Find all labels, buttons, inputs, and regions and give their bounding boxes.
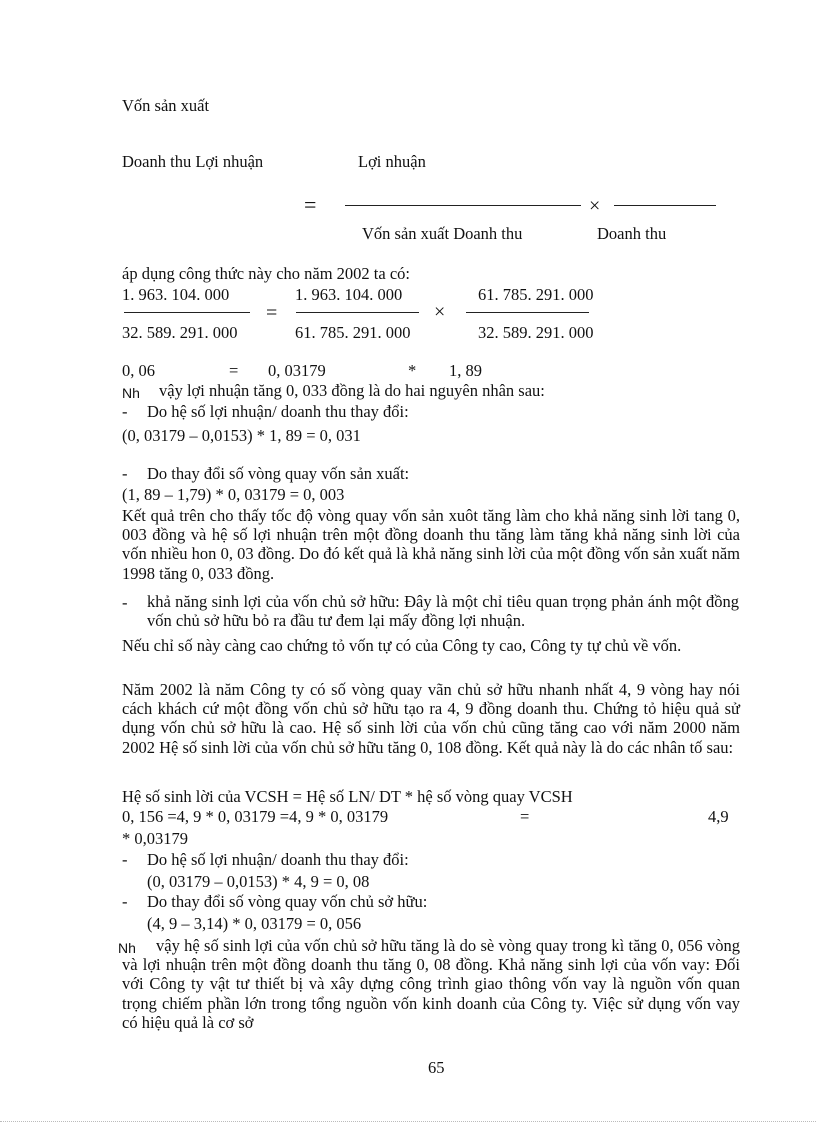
calc-vcsh-a: 0, 156 =4, 9 * 0, 03179 =4, 9 * 0, 03179 (122, 807, 389, 826)
bullet-dash-2: - (122, 464, 128, 483)
applied-den3: 32. 589. 291. 000 (478, 323, 594, 342)
nh-prefix-2: Nh (118, 940, 136, 956)
formula-equals-sign: = (304, 192, 317, 217)
formula-numerator-mid: Lợi nhuận (358, 152, 426, 171)
applied-result-mid: 0, 03179 (268, 361, 326, 380)
formula-fraction-line (345, 205, 581, 206)
applied-num3: 61. 785. 291. 000 (478, 285, 594, 304)
paragraph-equity: Nếu chỉ số này càng cao chứng tỏ vốn tự có của Công ty cao, Công ty tự chủ về vốn. (122, 636, 682, 655)
calc-vcsh-val: 4,9 (708, 807, 729, 826)
calc-1: (0, 03179 – 0,0153) * 1, 89 = 0, 031 (122, 426, 361, 445)
formula-denominators-mid: Vốn sản xuất Doanh thu (362, 224, 523, 243)
applied-den1: 32. 589. 291. 000 (122, 323, 238, 342)
formula-fraction-line-right (614, 205, 716, 206)
calc-4: (0, 03179 – 0,0153) * 4, 9 = 0, 08 (147, 872, 370, 891)
paragraph-conclusion: vậy hệ số sinh lợi của vốn chủ sở hữu tăng là do sè vòng quay trong kì tăng 0, 056 vòng và lợi nhuận trên một đồng doanh thu tăng 0, 08 đồng. Khả năng sinh lợi của vốn vay: Đối với Công ty vật tư thiết bị và xây dựng công trình giao thông vốn vay là nguồn vốn quan trọng chiếm phần lớn trong tổng nguồn vốn kinh doanh của Công ty. Việc sử dụng vốn vay có hiệu quả là cơ sở (122, 936, 740, 1032)
bullet-dash-5: - (122, 892, 128, 911)
applied-result-eq: = (229, 361, 239, 380)
applied-num2: 1. 963. 104. 000 (295, 285, 403, 304)
bullet-3: khả năng sinh lợi của vốn chủ sở hữu: Đây là một chỉ tiêu quan trọng phản ánh một đồng vốn chủ sở hữu bỏ ra đầu tư đem lại mấy đồng lợi nhuận. (147, 592, 739, 631)
paragraph-result: Kết quả trên cho thấy tốc độ vòng quay vốn sản xuôt tăng làm cho khả năng sinh lời tang 0, 003 đồng và hệ số lợi nhuận trên một đồng doanh thu tăng làm tăng khả năng sinh lời của vốn nhiều hon 0, 03 đồng. Do đó kết quả là khả năng sinh lời của một đồng vốn sản xuất năm 1998 tăng 0, 033 đồng. (122, 506, 740, 583)
calc-2: (1, 89 – 1,79) * 0, 03179 = 0, 003 (122, 485, 345, 504)
page-number: 65 (428, 1058, 445, 1077)
bullet-dash-4: - (122, 850, 128, 869)
bullet-2: Do thay đổi số vòng quay vốn sản xuất: (147, 464, 410, 483)
applied-num1: 1. 963. 104. 000 (122, 285, 230, 304)
calc-vcsh-eq: = (520, 807, 530, 826)
formula-label-top: Vốn sản xuất (122, 96, 210, 115)
applied-times-sign: × (434, 301, 446, 323)
bullet-dash-1: - (122, 402, 128, 421)
bullet-dash-3: - (122, 593, 128, 612)
bullet-4: Do hệ số lợi nhuận/ doanh thu thay đổi: (147, 850, 409, 869)
formula-numerators-left: Doanh thu Lợi nhuận (122, 152, 264, 171)
applied-equals-sign: = (266, 302, 278, 324)
nh-prefix: Nh (122, 385, 140, 401)
bullet-1: Do hệ số lợi nhuận/ doanh thu thay đổi: (147, 402, 409, 421)
formula-times-sign: × (589, 195, 601, 217)
applied-result-right: 1, 89 (449, 361, 482, 380)
page-bottom-rule (0, 1121, 816, 1122)
nh-line: vậy lợi nhuận tăng 0, 033 đồng là do hai nguyên nhân sau: (159, 381, 545, 400)
paragraph-2002: Năm 2002 là năm Công ty có số vòng quay vãn chủ sở hữu nhanh nhất 4, 9 vòng hay nói cách khách cứ một đồng vốn chủ sở hữu tạo ra 4, 9 đồng doanh thu. Chứng tỏ hiệu quả sử dụng vốn chủ sở hữu là cao. Hệ số sinh lời của vốn chủ cũng tăng cao với năm 2000 năm 2002 Hệ số sinh lời của vốn chủ sở hữu tăng 0, 108 đồng. Kết quả này là do các nhân tố sau: (122, 680, 740, 757)
bullet-5: Do thay đổi số vòng quay vốn chủ sở hữu: (147, 892, 428, 911)
formula-denominator-right: Doanh thu (597, 224, 667, 243)
applied-fraction-line-1 (124, 312, 250, 313)
applied-den2: 61. 785. 291. 000 (295, 323, 411, 342)
calc-vcsh-b: * 0,03179 (122, 829, 188, 848)
applied-fraction-line-2 (296, 312, 419, 313)
applied-intro: áp dụng công thức này cho năm 2002 ta có: (122, 264, 410, 283)
formula-vcsh: Hệ số sinh lời của VCSH = Hệ số LN/ DT * hệ số vòng quay VCSH (122, 787, 573, 806)
calc-5: (4, 9 – 3,14) * 0, 03179 = 0, 056 (147, 914, 362, 933)
applied-result-star: * (408, 361, 417, 380)
applied-fraction-line-3 (466, 312, 589, 313)
applied-result-left: 0, 06 (122, 361, 155, 380)
